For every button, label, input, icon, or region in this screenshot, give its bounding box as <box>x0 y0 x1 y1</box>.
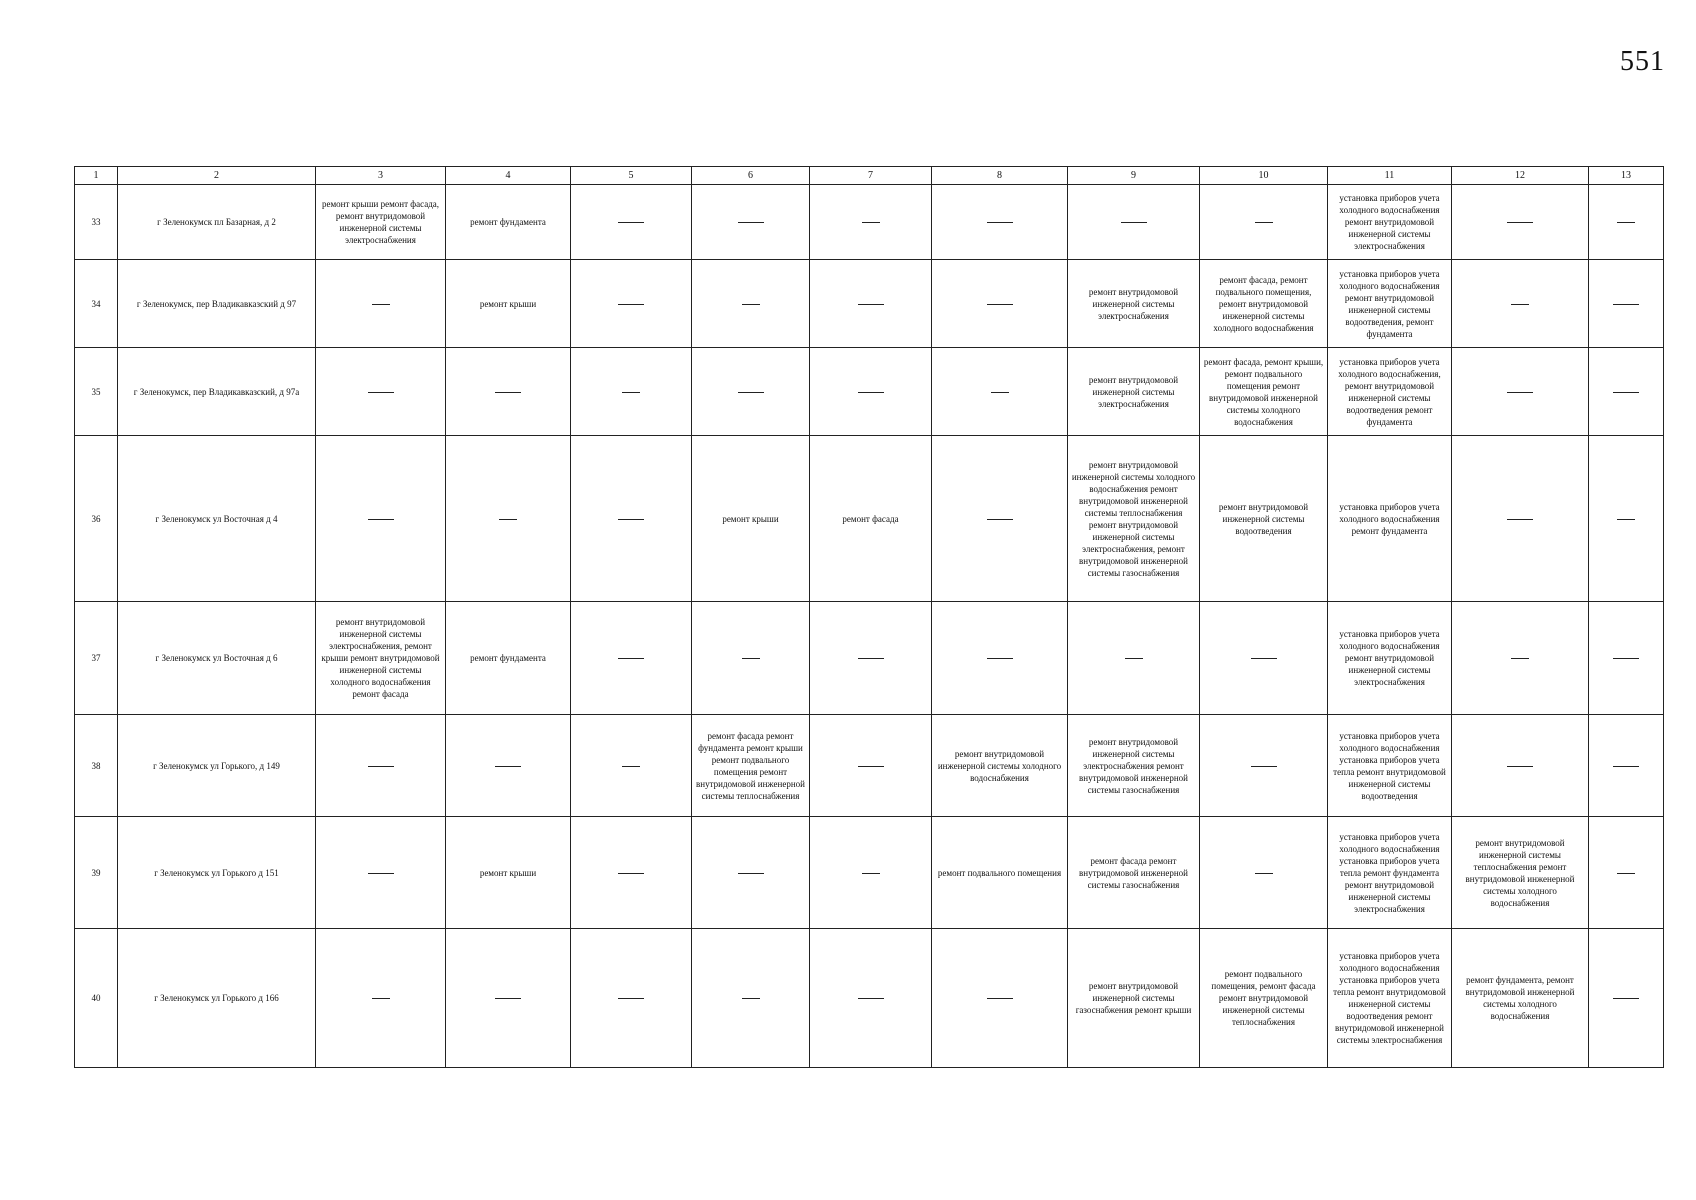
empty-cell <box>932 348 1068 436</box>
row-number: 34 <box>75 260 118 348</box>
column-header: 11 <box>1328 167 1452 185</box>
table-row <box>75 348 1664 436</box>
empty-cell <box>316 715 446 817</box>
work-text: установка приборов учета холодного водоснабжения ремонт внутридомовой инженерной системы электроснабжения <box>1339 193 1440 251</box>
dash-mark <box>622 766 640 767</box>
dash-mark <box>495 392 521 393</box>
dash-mark <box>742 304 760 305</box>
dash-mark <box>618 658 644 659</box>
work-cell <box>1200 260 1328 348</box>
work-text: ремонт крыши <box>722 513 779 524</box>
empty-cell <box>810 817 932 929</box>
empty-cell <box>810 185 932 260</box>
empty-cell <box>1200 817 1328 929</box>
dash-mark <box>862 222 880 223</box>
dash-mark <box>1507 392 1533 393</box>
dash-mark <box>368 873 394 874</box>
work-cell <box>1328 715 1452 817</box>
dash-mark <box>1613 766 1639 767</box>
work-cell <box>1068 436 1200 602</box>
empty-cell <box>1589 348 1664 436</box>
work-text: ремонт подвального помещения <box>937 867 1062 878</box>
work-cell <box>1328 817 1452 929</box>
empty-cell <box>810 260 932 348</box>
column-header: 9 <box>1068 167 1200 185</box>
empty-cell <box>1589 929 1664 1068</box>
dash-mark <box>1251 766 1277 767</box>
empty-cell <box>692 602 810 715</box>
dash-mark <box>1507 222 1533 223</box>
column-header: 2 <box>118 167 316 185</box>
dash-mark <box>738 392 764 393</box>
empty-cell <box>692 260 810 348</box>
work-text: ремонт внутридомовой инженерной системы водоотведения <box>1218 501 1309 536</box>
empty-cell <box>1068 185 1200 260</box>
dash-mark <box>618 222 644 223</box>
dash-mark <box>372 304 390 305</box>
dash-mark <box>738 873 764 874</box>
empty-cell <box>571 817 692 929</box>
empty-cell <box>316 817 446 929</box>
dash-mark <box>618 998 644 999</box>
address-cell: г Зеленокумск, пер Владикавказский д 97 <box>118 260 316 348</box>
dash-mark <box>1617 873 1635 874</box>
empty-cell <box>1589 817 1664 929</box>
work-cell <box>446 602 571 715</box>
work-cell <box>1200 929 1328 1068</box>
work-cell <box>316 602 446 715</box>
dash-mark <box>858 658 884 659</box>
work-cell <box>1452 817 1589 929</box>
empty-cell <box>571 260 692 348</box>
dash-mark <box>862 873 880 874</box>
work-text: установка приборов учета холодного водоснабжения ремонт внутридомовой инженерной системы водоотведения, ремонт фундамента <box>1339 268 1440 339</box>
column-header: 8 <box>932 167 1068 185</box>
work-cell <box>1200 436 1328 602</box>
work-cell <box>316 185 446 260</box>
work-text: ремонт внутридомовой инженерной системы электроснабжения <box>1088 374 1179 409</box>
address-cell: г Зеленокумск ул Восточная д 4 <box>118 436 316 602</box>
row-number: 38 <box>75 715 118 817</box>
dash-mark <box>1613 658 1639 659</box>
work-text: установка приборов учета холодного водоснабжения установка приборов учета тепла ремонт внутридомовой инженерной системы водоотведения <box>1333 730 1446 801</box>
column-header: 5 <box>571 167 692 185</box>
empty-cell <box>446 715 571 817</box>
dash-mark <box>987 304 1013 305</box>
table-body <box>75 185 1664 1068</box>
page-number: 551 <box>1620 46 1665 77</box>
repair-schedule-table <box>74 166 1664 1068</box>
work-cell <box>1068 715 1200 817</box>
work-text: ремонт внутридомовой инженерной системы холодного водоснабжения <box>937 748 1062 783</box>
empty-cell <box>446 929 571 1068</box>
empty-cell <box>810 602 932 715</box>
empty-cell <box>810 348 932 436</box>
dash-mark <box>372 998 390 999</box>
work-text: ремонт крыши ремонт фасада, ремонт внутридомовой инженерной системы электроснабжения <box>321 199 440 245</box>
work-text: ремонт фасада <box>842 513 899 524</box>
column-header: 1 <box>75 167 118 185</box>
work-text: ремонт внутридомовой инженерной системы теплоснабжения ремонт внутридомовой инженерной системы холодного водоснабжения <box>1465 837 1575 908</box>
empty-cell <box>316 260 446 348</box>
work-cell <box>1328 348 1452 436</box>
table-row <box>75 817 1664 929</box>
address-cell: г Зеленокумск пл Базарная, д 2 <box>118 185 316 260</box>
dash-mark <box>742 658 760 659</box>
dash-mark <box>618 873 644 874</box>
dash-mark <box>1507 519 1533 520</box>
dash-mark <box>987 998 1013 999</box>
empty-cell <box>1589 602 1664 715</box>
work-text: ремонт фасада, ремонт крыши, ремонт подвального помещения ремонт внутридомовой инженерной системы холодного водоснабжения <box>1203 356 1324 427</box>
empty-cell <box>1452 602 1589 715</box>
dash-mark <box>987 658 1013 659</box>
empty-cell <box>571 602 692 715</box>
empty-cell <box>692 185 810 260</box>
empty-cell <box>810 715 932 817</box>
work-cell <box>1328 929 1452 1068</box>
work-cell <box>446 185 571 260</box>
row-number: 35 <box>75 348 118 436</box>
dash-mark <box>987 222 1013 223</box>
work-text: установка приборов учета холодного водоснабжения ремонт внутридомовой инженерной системы электроснабжения <box>1339 629 1440 687</box>
empty-cell <box>446 348 571 436</box>
work-cell <box>446 817 571 929</box>
work-cell <box>1200 348 1328 436</box>
work-text: ремонт фасада ремонт внутридомовой инженерной системы газоснабжения <box>1079 855 1188 890</box>
column-header: 13 <box>1589 167 1664 185</box>
work-text: ремонт фундамента, ремонт внутридомовой инженерной системы холодного водоснабжения <box>1465 975 1575 1021</box>
column-header: 7 <box>810 167 932 185</box>
empty-cell <box>1452 185 1589 260</box>
dash-mark <box>368 392 394 393</box>
dash-mark <box>495 998 521 999</box>
dash-mark <box>622 392 640 393</box>
dash-mark <box>1613 392 1639 393</box>
dash-mark <box>618 519 644 520</box>
empty-cell <box>571 715 692 817</box>
empty-cell <box>1452 348 1589 436</box>
work-text: ремонт внутридомовой инженерной системы холодного водоснабжения ремонт внутридомовой инженерной системы теплоснабжения ремонт внутридомовой инженерной системы электроснабжения, ремонт внутридомовой инженерной системы газоснабжения <box>1071 459 1196 578</box>
dash-mark <box>368 766 394 767</box>
dash-mark <box>1255 222 1273 223</box>
work-text: установка приборов учета холодного водоснабжения установка приборов учета тепла ремонт внутридомовой инженерной системы водоотведения ремонт внутридомовой инженерной системы электроснабжения <box>1333 951 1446 1045</box>
table-row <box>75 715 1664 817</box>
empty-cell <box>692 929 810 1068</box>
work-text: установка приборов учета холодного водоснабжения установка приборов учета тепла ремонт фундамента ремонт внутридомовой инженерной системы электроснабжения <box>1339 831 1440 914</box>
table-row <box>75 185 1664 260</box>
empty-cell <box>1200 602 1328 715</box>
dash-mark <box>1511 304 1529 305</box>
work-text: ремонт внутридомовой инженерной системы газоснабжения ремонт крыши <box>1075 981 1192 1015</box>
empty-cell <box>316 348 446 436</box>
dash-mark <box>1125 658 1143 659</box>
column-header: 6 <box>692 167 810 185</box>
address-cell: г Зеленокумск, пер Владикавказский, д 97а <box>118 348 316 436</box>
address-cell: г Зеленокумск ул Восточная д 6 <box>118 602 316 715</box>
address-cell: г Зеленокумск ул Горького д 166 <box>118 929 316 1068</box>
work-text: установка приборов учета холодного водоснабжения, ремонт внутридомовой инженерной системы водоотведения ремонт фундамента <box>1338 356 1441 427</box>
column-header: 12 <box>1452 167 1589 185</box>
dash-mark <box>991 392 1009 393</box>
row-number: 36 <box>75 436 118 602</box>
work-cell <box>1068 348 1200 436</box>
work-text: ремонт внутридомовой инженерной системы электроснабжения, ремонт крыши ремонт внутридомовой инженерной системы холодного водоснабжения ремонт фасада <box>321 617 440 699</box>
work-cell <box>932 715 1068 817</box>
work-cell <box>1068 817 1200 929</box>
dash-mark <box>368 519 394 520</box>
work-text: ремонт фасада ремонт фундамента ремонт крыши ремонт подвального помещения ремонт внутридомовой инженерной системы теплоснабжения <box>696 730 805 801</box>
column-header-row <box>75 167 1664 185</box>
work-cell <box>1328 436 1452 602</box>
work-cell <box>932 817 1068 929</box>
dash-mark <box>858 304 884 305</box>
work-text: ремонт крыши <box>479 298 537 309</box>
table-row <box>75 260 1664 348</box>
dash-mark <box>495 766 521 767</box>
work-cell <box>1068 929 1200 1068</box>
column-header: 3 <box>316 167 446 185</box>
address-cell: г Зеленокумск ул Горького д 151 <box>118 817 316 929</box>
empty-cell <box>1200 715 1328 817</box>
column-header: 4 <box>446 167 571 185</box>
work-text: ремонт крыши <box>479 867 537 878</box>
row-number: 40 <box>75 929 118 1068</box>
work-text: установка приборов учета холодного водоснабжения ремонт фундамента <box>1339 501 1440 536</box>
empty-cell <box>692 817 810 929</box>
work-text: ремонт подвального помещения, ремонт фасада ремонт внутридомовой инженерной системы теплоснабжения <box>1211 969 1316 1027</box>
empty-cell <box>932 602 1068 715</box>
dash-mark <box>738 222 764 223</box>
work-cell <box>446 260 571 348</box>
dash-mark <box>1511 658 1529 659</box>
empty-cell <box>1589 260 1664 348</box>
dash-mark <box>1251 658 1277 659</box>
dash-mark <box>1617 222 1635 223</box>
empty-cell <box>571 348 692 436</box>
empty-cell <box>1589 715 1664 817</box>
empty-cell <box>1068 602 1200 715</box>
address-cell: г Зеленокумск ул Горького, д 149 <box>118 715 316 817</box>
dash-mark <box>499 519 517 520</box>
dash-mark <box>618 304 644 305</box>
empty-cell <box>692 348 810 436</box>
empty-cell <box>932 929 1068 1068</box>
empty-cell <box>1452 260 1589 348</box>
empty-cell <box>316 436 446 602</box>
table-row <box>75 602 1664 715</box>
empty-cell <box>1589 185 1664 260</box>
empty-cell <box>810 929 932 1068</box>
work-text: ремонт фундамента <box>470 653 546 663</box>
work-cell <box>692 715 810 817</box>
empty-cell <box>1452 436 1589 602</box>
column-header: 10 <box>1200 167 1328 185</box>
dash-mark <box>1613 304 1639 305</box>
dash-mark <box>1255 873 1273 874</box>
dash-mark <box>1121 222 1147 223</box>
work-cell <box>1328 185 1452 260</box>
dash-mark <box>987 519 1013 520</box>
table-row <box>75 929 1664 1068</box>
dash-mark <box>858 766 884 767</box>
work-text: ремонт внутридомовой инженерной системы электроснабжения ремонт внутридомовой инженерной системы газоснабжения <box>1079 736 1188 795</box>
work-cell <box>1068 260 1200 348</box>
table-row <box>75 436 1664 602</box>
empty-cell <box>316 929 446 1068</box>
empty-cell <box>571 185 692 260</box>
dash-mark <box>1617 519 1635 520</box>
dash-mark <box>1613 998 1639 999</box>
dash-mark <box>1507 766 1533 767</box>
row-number: 37 <box>75 602 118 715</box>
empty-cell <box>1200 185 1328 260</box>
work-cell <box>1452 929 1589 1068</box>
empty-cell <box>932 260 1068 348</box>
empty-cell <box>932 436 1068 602</box>
work-cell <box>810 436 932 602</box>
dash-mark <box>858 392 884 393</box>
dash-mark <box>742 998 760 999</box>
empty-cell <box>1589 436 1664 602</box>
empty-cell <box>571 929 692 1068</box>
work-cell <box>1328 260 1452 348</box>
empty-cell <box>446 436 571 602</box>
work-text: ремонт фасада, ремонт подвального помещения, ремонт внутридомовой инженерной системы холодного водоснабжения <box>1213 274 1314 333</box>
work-cell <box>1328 602 1452 715</box>
work-text: ремонт внутридомовой инженерной системы электроснабжения <box>1088 286 1179 321</box>
empty-cell <box>932 185 1068 260</box>
dash-mark <box>858 998 884 999</box>
empty-cell <box>571 436 692 602</box>
empty-cell <box>1452 715 1589 817</box>
work-text: ремонт фундамента <box>470 217 546 227</box>
row-number: 39 <box>75 817 118 929</box>
work-cell <box>692 436 810 602</box>
row-number: 33 <box>75 185 118 260</box>
